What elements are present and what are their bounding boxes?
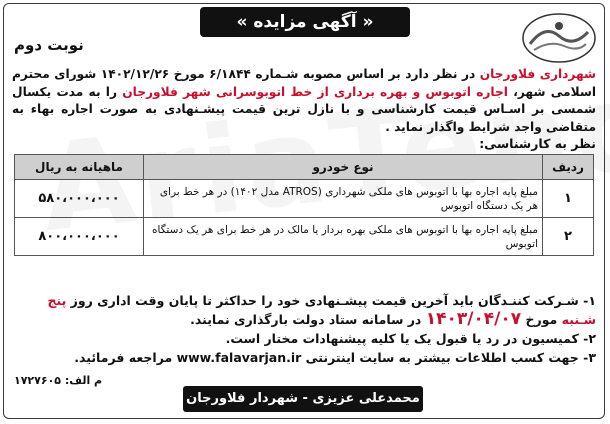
notice-body bbox=[12, 66, 596, 136]
note-2: ۲- کمیسیون در رد یا قبول یک یا کلیه پیشنهادات مختار است. bbox=[225, 331, 596, 346]
intro-part-2: را به مدت یکسال شمسی بر اسـاس قیمت کارشناسی و با نازل ترین قیمت پیشـنهادی به صورت اجاره بهاء به متقاضی واجد شرایط واگذار نماید . bbox=[12, 84, 596, 134]
row-price: ۸۰۰،۰۰۰،۰۰۰ bbox=[15, 218, 144, 256]
pricing-table bbox=[14, 154, 594, 256]
website-link[interactable]: www.falavarjan.ir bbox=[176, 350, 302, 365]
row-index: ۲ bbox=[543, 218, 594, 256]
row-description: مبلغ پایه اجاره بها با اتوبوس های ملکی بهره بردار یا مالک در هر خط برای هر یک دستگاه اتوبوس bbox=[144, 218, 543, 256]
table-header-row bbox=[15, 155, 594, 180]
table-row bbox=[15, 218, 594, 256]
note-3 bbox=[12, 348, 596, 367]
header-index: ردیف bbox=[543, 155, 594, 180]
notice-title: « آگهی مزایده » bbox=[200, 7, 410, 37]
note-3-suffix: مراجعه فرمائید. bbox=[74, 350, 177, 365]
intro-part-1: در نظر دارد بر اساس مصوبه شـماره ۶/۱۸۴۴ مورخ ۱۴۰۲/۱۲/۲۶ شورای محترم اسلامی شهر، bbox=[12, 67, 596, 99]
note-3-prefix: ۳- جهت کسب اطلاعات بیشتر به سایت اینترنتی bbox=[301, 350, 596, 365]
note-1 bbox=[12, 291, 596, 329]
note-1-day: پنج شـنبه bbox=[47, 293, 596, 327]
table-row bbox=[15, 180, 594, 218]
row-price: ۵۸۰،۰۰۰،۰۰۰ bbox=[15, 180, 144, 218]
header-vehicle: نوع خودرو bbox=[144, 155, 543, 180]
signature-footer: محمدعلی عزیزی - شهردار فلاورجان bbox=[183, 386, 423, 412]
row-description: مبلغ پایه اجاره بها با اتوبوس های ملکی شهرداری (ATROS مدل ۱۴۰۲) در هر خط برای هر یک دستگاه اتوبوس bbox=[144, 180, 543, 218]
row-index: ۱ bbox=[543, 180, 594, 218]
org-name: شهرداری فلاورجان bbox=[479, 67, 597, 81]
reference-number: م الف: ۱۷۲۷۶۰۵ bbox=[14, 374, 103, 387]
note-1-prefix: ۱- شـرکت کننـدگان باید آخرین قیمت پیشـنهادی خود را حداکثر تا پایان وقت اداری روز bbox=[66, 293, 596, 308]
note-1-suffix: در سامانه ستاد دولت بارگذاری نمایند. bbox=[190, 312, 426, 327]
note-1-date: ۱۴۰۳/۰۴/۰۷ bbox=[425, 309, 522, 329]
notes-list bbox=[12, 291, 596, 367]
publication-turn: نوبت دوم bbox=[14, 36, 84, 54]
project-name: اجاره اتوبوس و بهره برداری از خط اتوبوسرانی شهر فلاورجان bbox=[122, 84, 508, 99]
header-monthly: ماهیانه به ریال bbox=[15, 155, 144, 180]
municipality-logo-icon bbox=[520, 10, 598, 66]
note-1-mid: مورخ bbox=[521, 312, 562, 327]
section-title: نظر به کارشناسی: bbox=[479, 136, 596, 151]
